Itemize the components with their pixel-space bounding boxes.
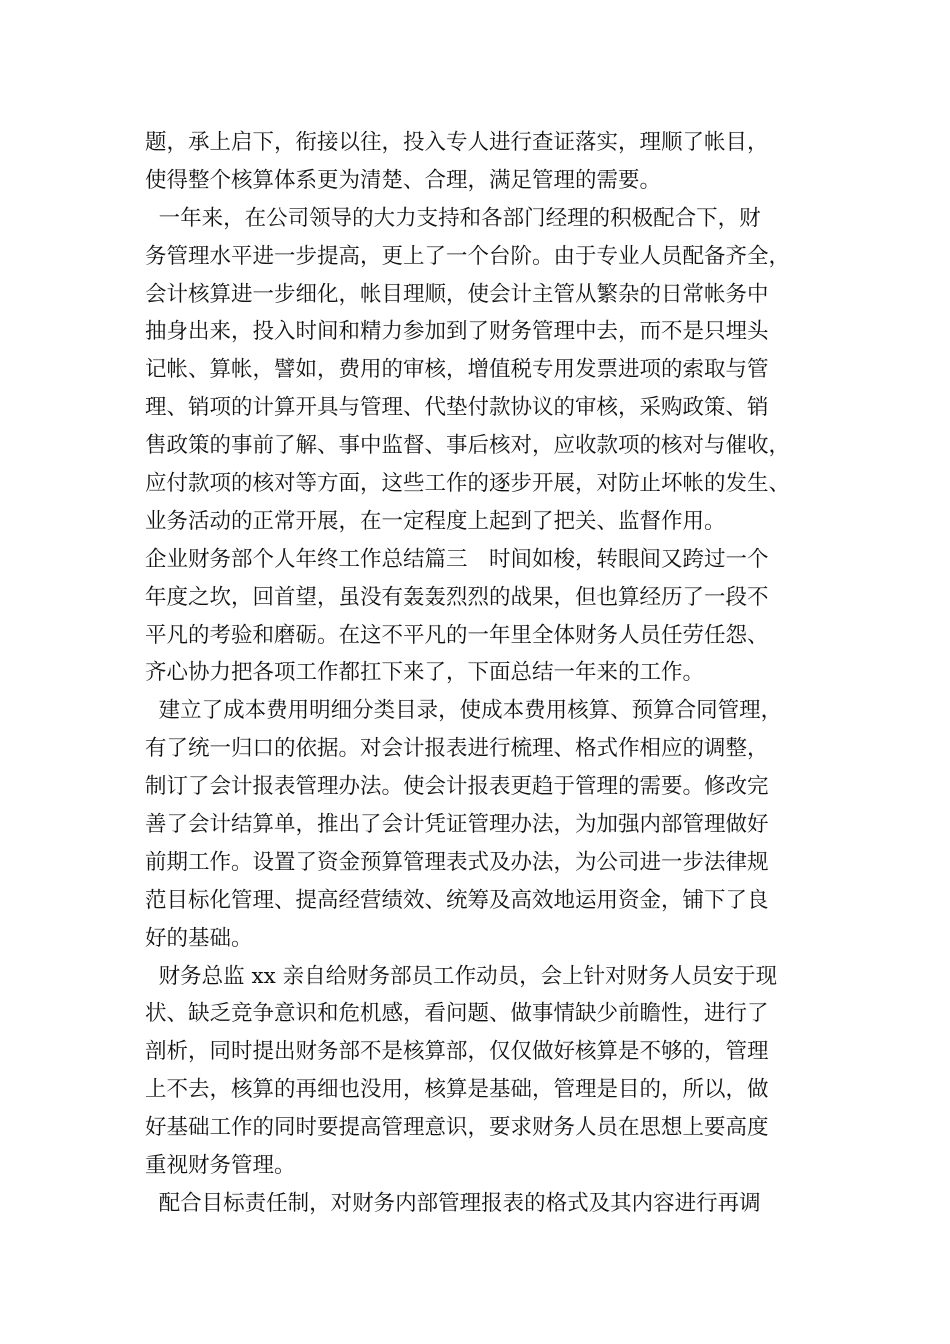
text-line: 记帐、算帐，譬如，费用的审核，增值税专用发票进项的索取与管 <box>145 357 769 383</box>
text-line: 一年来，在公司领导的大力支持和各部门经理的积极配合下，财 <box>145 205 761 231</box>
text-line: 务管理水平进一步提高，更上了一个台阶。由于专业人员配备齐全， <box>145 243 791 269</box>
text-line: 善了会计结算单，推出了会计凭证管理办法，为加强内部管理做好 <box>145 812 769 838</box>
text-line: 售政策的事前了解、事中监督、事后核对，应收款项的核对与催收， <box>145 433 791 459</box>
text-line: 建立了成本费用明细分类目录，使成本费用核算、预算合同管理， <box>145 698 783 724</box>
text-line: 抽身出来，投入时间和精力参加到了财务管理中去，而不是只埋头 <box>145 319 769 345</box>
text-line: 有了统一归口的依据。对会计报表进行梳理、格式作相应的调整， <box>145 736 769 762</box>
text-line: 业务活动的正常开展，在一定程度上起到了把关、监督作用。 <box>145 508 726 534</box>
text-line: 齐心协力把各项工作都扛下来了，下面总结一年来的工作。 <box>145 660 705 686</box>
text-line: 好基础工作的同时要提高管理意识，要求财务人员在思想上要高度 <box>145 1115 769 1141</box>
text-line: 上不去，核算的再细也没用，核算是基础，管理是目的，所以，做 <box>145 1077 769 1103</box>
text-line: 好的基础。 <box>145 925 253 951</box>
text-line: 前期工作。设置了资金预算管理表式及办法，为公司进一步法律规 <box>145 849 769 875</box>
text-line: 财务总监 xx 亲自给财务部员工作动员，会上针对财务人员安于现 <box>145 963 778 989</box>
text-line: 状、缺乏竞争意识和危机感，看问题、做事情缺少前瞻性，进行了 <box>145 1001 769 1027</box>
text-line: 题，承上启下，衔接以往，投入专人进行查证落实，理顺了帐目， <box>145 130 769 155</box>
text-line: 平凡的考验和磨砺。在这不平凡的一年里全体财务人员任劳任怨、 <box>145 622 769 648</box>
text-line: 企业财务部个人年终工作总结篇三 时间如梭，转眼间又跨过一个 <box>145 546 769 572</box>
text-line: 配合目标责任制，对财务内部管理报表的格式及其内容进行再调 <box>145 1190 761 1216</box>
text-line: 使得整个核算体系更为清楚、合理，满足管理的需要。 <box>145 167 662 193</box>
text-line: 范目标化管理、提高经营绩效、统筹及高效地运用资金，铺下了良 <box>145 887 769 913</box>
text-line: 会计核算进一步细化，帐目理顺，使会计主管从繁杂的日常帐务中 <box>145 281 769 307</box>
text-line: 应付款项的核对等方面，这些工作的逐步开展，对防止坏帐的发生、 <box>145 471 791 497</box>
text-line: 重视财务管理。 <box>145 1153 296 1179</box>
text-line: 制订了会计报表管理办法。使会计报表更趋于管理的需要。修改完 <box>145 774 769 800</box>
body-text <box>145 124 815 1223</box>
text-line: 理、销项的计算开具与管理、代垫付款协议的审核，采购政策、销 <box>145 395 769 421</box>
text-line: 剖析，同时提出财务部不是核算部，仅仅做好核算是不够的，管理 <box>145 1039 769 1065</box>
text-line: 年度之坎，回首望，虽没有轰轰烈烈的战果，但也算经历了一段不 <box>145 584 769 610</box>
